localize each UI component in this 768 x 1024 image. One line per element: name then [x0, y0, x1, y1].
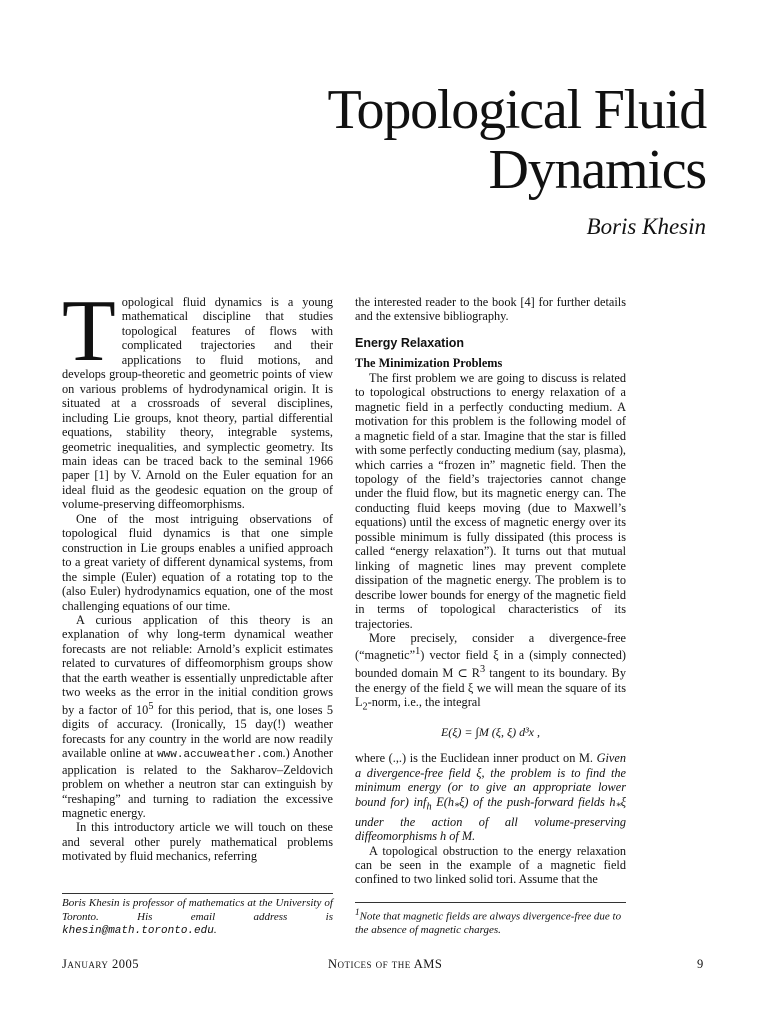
- precisely-text-c: tangent to its boundary. By the energy of the field ξ we will mean the square of its L: [355, 666, 626, 709]
- author-email-link[interactable]: khesin@math.toronto.edu: [62, 925, 214, 937]
- paragraph-introductory: In this introductory article we will touch on these and several other purely mathematical problems motivated by fluid mechanics, referring: [62, 820, 333, 864]
- title-line-1: Topological Fluid: [327, 79, 706, 141]
- bio-text: Boris Khesin is professor of mathematics at the University of Toronto. His email address is: [62, 897, 333, 923]
- title-line-2: Dynamics: [488, 139, 706, 201]
- footer-journal: Notices of the AMS: [328, 957, 443, 971]
- precisely-text-b: ) vector field ξ in a (simply connected) bounded domain M ⊂ R: [355, 648, 626, 681]
- statement-italic: [355, 751, 626, 843]
- weather-text-b: for this period, that is, one loses 5 digits of accuracy. (Ironically, 15 day(!) weather forecasts for any country in the world are now readily available online at: [62, 702, 334, 761]
- subsection-heading: The Minimization Problems: [355, 356, 503, 371]
- footnote-1: [355, 902, 626, 938]
- energy-formula: E(ξ) = ∫M (ξ, ξ) d³x ,: [440, 724, 541, 739]
- paragraph-precisely: [355, 631, 626, 715]
- accuweather-link[interactable]: www.accuweather.com: [157, 749, 283, 762]
- continuation-paragraph: the interested reader to the book [4] for further details and the extensive bibliography.: [355, 295, 626, 324]
- author-bio-footnote: [62, 893, 333, 939]
- statement-text-a: where (.,.) is the Euclidean inner product on M.: [355, 751, 597, 766]
- superscript-3: 3: [480, 663, 486, 675]
- weather-text-a: A curious application of this theory is an explanation of why long-term dynamical weather forecasts are not reliable: Arnold’s explicit estimates related to curvatures of diffeomorphism groups show that the earth weather is essentially unpredictable after two weeks as the error in the initial condition grows by a factor of 10: [62, 612, 333, 717]
- subscript-star-2: *: [615, 801, 621, 813]
- paragraph-lie-groups: One of the most intriguing observations of topological fluid dynamics is that one simple construction in Lie groups enables a unified approach to a great variety of different dynamical systems, from the simple (Euler) equation of a rotating top to the (also Euler) hydrodynamics equation, one of the most challenging equations of our time.: [62, 511, 333, 613]
- statement-italic-c: ξ) of the push-forward fields h: [459, 794, 616, 809]
- subscript-h: h: [426, 801, 432, 813]
- subscript-star-1: *: [454, 801, 460, 813]
- author-name: Boris Khesin: [586, 214, 706, 239]
- paragraph-problem-statement: [355, 751, 626, 843]
- intro-text: opological fluid dynamics is a young mathematical discipline that studies topological features of flows with complicated trajectories and their applications to fluid motions, and develops group-theoretic and geometric points of view on various problems of hydrodynamical origin. It is situated at a crossroads of several disciplines, including Lie groups, knot theory, partial differential equations, stability theory, integrable systems, geometric inequalities, and symplectic geometry. Its main ideas can be traced back to the seminal 1966 paper [1] by V. Arnold on the Euler equation for an ideal fluid as the geodesic equation on the group of volume-preserving diffeomorphisms.: [62, 295, 333, 512]
- drop-cap: T: [62, 283, 116, 380]
- intro-paragraph: [62, 283, 333, 512]
- bio-period: .: [213, 924, 217, 936]
- exponent: 5: [148, 700, 154, 712]
- left-column: [62, 283, 334, 864]
- section-heading: Energy Relaxation: [355, 335, 465, 350]
- precisely-text-a: More precisely, consider a divergence-free (“magnetic”: [355, 630, 626, 663]
- statement-italic-a: Given a divergence-free field ξ, the problem is to find the minimum energy (or to give an appropriate lower bound for) inf: [355, 751, 626, 809]
- paragraph-first-problem: The first problem we are going to discuss is related to topological obstructions to energy relaxation of a magnetic field in a perfectly conducting medium. A motivation for this problem is the following model of a magnetic field of a star. Imagine that the star is filled with some perfectly conducting medium (say, plasma), which carries a “frozen in” magnetic field. Then the topology of the field’s trajectories cannot change under the fluid flow, but its magnetic energy can. The conducting fluid keeps moving (due to Maxwell’s equations) until the excess of magnetic energy over its possible minimum is fully dissipated (this process is called “energy relaxation”). It turns out that mutual linking of magnetic lines may prevent complete dissipation of the magnetic energy. The problem is to describe lower bounds for energy of the magnetic field in terms of topological characteristics of its trajectories.: [355, 370, 626, 631]
- subscript-2: 2: [362, 701, 368, 713]
- right-column: [355, 295, 626, 887]
- footnote-1-text: Note that magnetic fields are always divergence-free due to the absence of magnetic charges.: [355, 910, 622, 937]
- page-number: 9: [697, 957, 704, 971]
- statement-italic-b: E(h: [431, 794, 454, 809]
- footer-date: January 2005: [62, 957, 139, 971]
- statement-italic-d: ξ under the action of all volume-preserving diffeomorphisms h of M.: [355, 794, 626, 844]
- article-title: [327, 80, 706, 200]
- precisely-text-d: -norm, i.e., the integral: [367, 694, 481, 709]
- weather-text-c: .) Another application is related to the Sakharov–Zeldovich problem on whether a neutron star can extinguish by “reshaping” and turning to radiation the excessive magnetic energy.: [62, 746, 333, 820]
- paragraph-weather: [62, 613, 333, 820]
- footnote-1-mark: 1: [355, 907, 360, 917]
- paragraph-obstruction: A topological obstruction to the energy relaxation can be seen in the example of a magnetic field confined to two linked solid tori. Assume that the: [355, 843, 626, 887]
- footnote-mark: 1: [415, 646, 421, 658]
